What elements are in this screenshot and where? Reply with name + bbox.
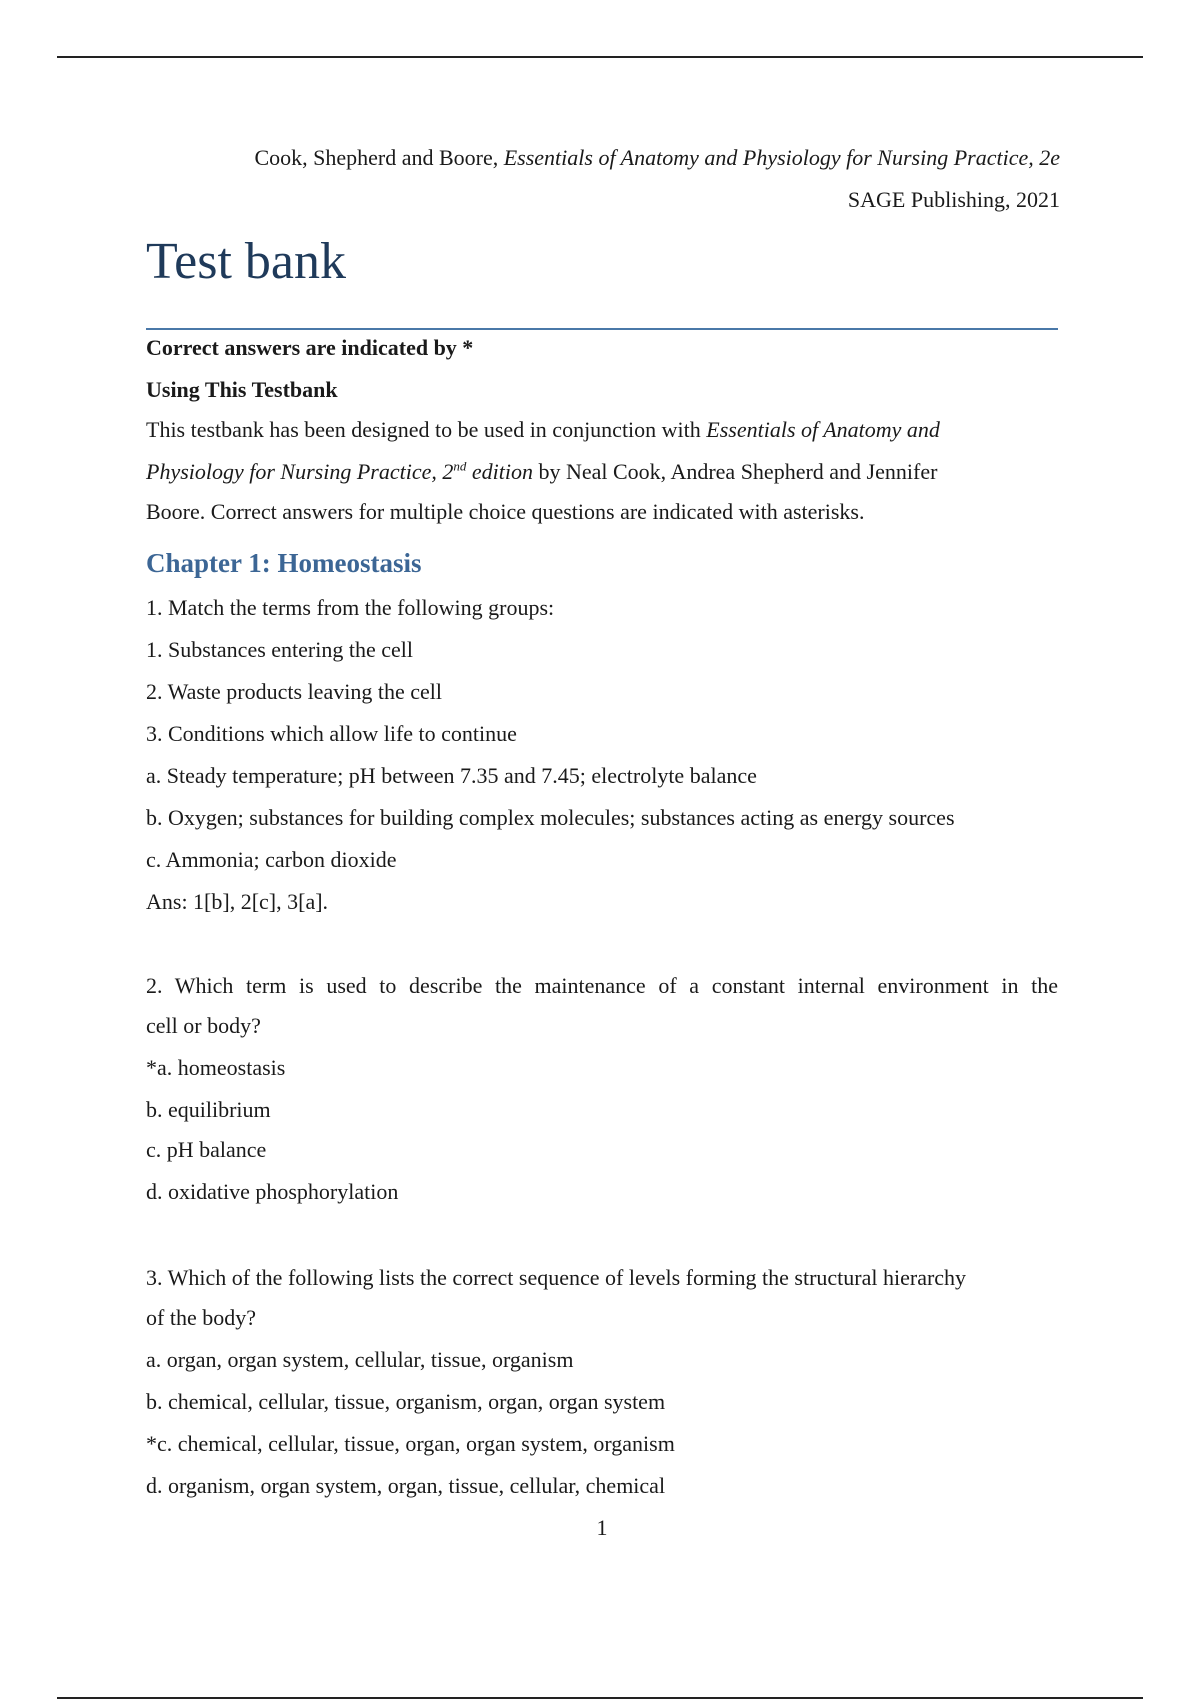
q3-stem-line-2: of the body? — [146, 1305, 256, 1330]
intro-authors: by Neal Cook, Andrea Shepherd and Jennifer — [532, 459, 938, 484]
q3-option: a. organ, organ system, cellular, tissue, organism — [146, 1347, 574, 1372]
intro-paragraph-line-1 — [146, 416, 940, 444]
q2-option: *a. homeostasis — [146, 1055, 286, 1080]
q1-option: b. Oxygen; substances for building complex molecules; substances acting as energy sources — [146, 805, 955, 830]
q2-option: b. equilibrium — [146, 1097, 271, 1122]
correct-answers-note: Correct answers are indicated by * — [146, 335, 474, 360]
bottom-rule — [57, 1697, 1143, 1699]
q3-option: d. organism, organ system, organ, tissue, cellular, chemical — [146, 1473, 666, 1498]
page-number: 1 — [596, 1515, 608, 1540]
intro-paragraph-line-3: Boore. Correct answers for multiple choice questions are indicated with asterisks. — [146, 499, 865, 524]
intro-paragraph-line-2 — [146, 458, 937, 486]
q3-option: *c. chemical, cellular, tissue, organ, organ system, organism — [146, 1431, 675, 1456]
q1-item: 2. Waste products leaving the cell — [146, 679, 442, 704]
title-divider — [146, 328, 1058, 330]
header-citation — [254, 144, 1060, 172]
q1-option: c. Ammonia; carbon dioxide — [146, 847, 397, 872]
citation-authors: Cook, Shepherd and Boore, — [254, 145, 504, 170]
q2-option: d. oxidative phosphorylation — [146, 1179, 399, 1204]
intro-book-title-cont: Physiology for Nursing Practice, 2 — [146, 459, 454, 484]
chapter-heading: Chapter 1: Homeostasis — [146, 548, 422, 578]
q1-stem: 1. Match the terms from the following groups: — [146, 595, 555, 620]
q3-option: b. chemical, cellular, tissue, organism, organ, organ system — [146, 1389, 666, 1414]
edition-superscript: nd — [453, 458, 467, 474]
intro-text: This testbank has been designed to be used in conjunction with — [146, 417, 707, 442]
q1-item: 3. Conditions which allow life to continue — [146, 721, 517, 746]
intro-book-title: Essentials of Anatomy and — [706, 417, 940, 442]
q3-stem-line-1: 3. Which of the following lists the correct sequence of levels forming the structural hierarchy — [146, 1265, 967, 1290]
q2-option: c. pH balance — [146, 1137, 267, 1162]
citation-book-title: Essentials of Anatomy and Physiology for Nursing Practice, 2e — [503, 145, 1060, 170]
page-title: Test bank — [146, 233, 346, 290]
q1-item: 1. Substances entering the cell — [146, 637, 413, 662]
q1-answer: Ans: 1[b], 2[c], 3[a]. — [146, 889, 329, 914]
q2-stem-line-2: cell or body? — [146, 1013, 261, 1038]
header-publisher: SAGE Publishing, 2021 — [847, 187, 1060, 212]
intro-edition: edition — [466, 459, 533, 484]
using-testbank-heading: Using This Testbank — [146, 377, 338, 402]
q1-option: a. Steady temperature; pH between 7.35 and 7.45; electrolyte balance — [146, 763, 757, 788]
top-rule — [57, 56, 1143, 58]
q2-stem-line-1: 2. Which term is used to describe the maintenance of a constant internal environment in the — [146, 973, 1058, 998]
